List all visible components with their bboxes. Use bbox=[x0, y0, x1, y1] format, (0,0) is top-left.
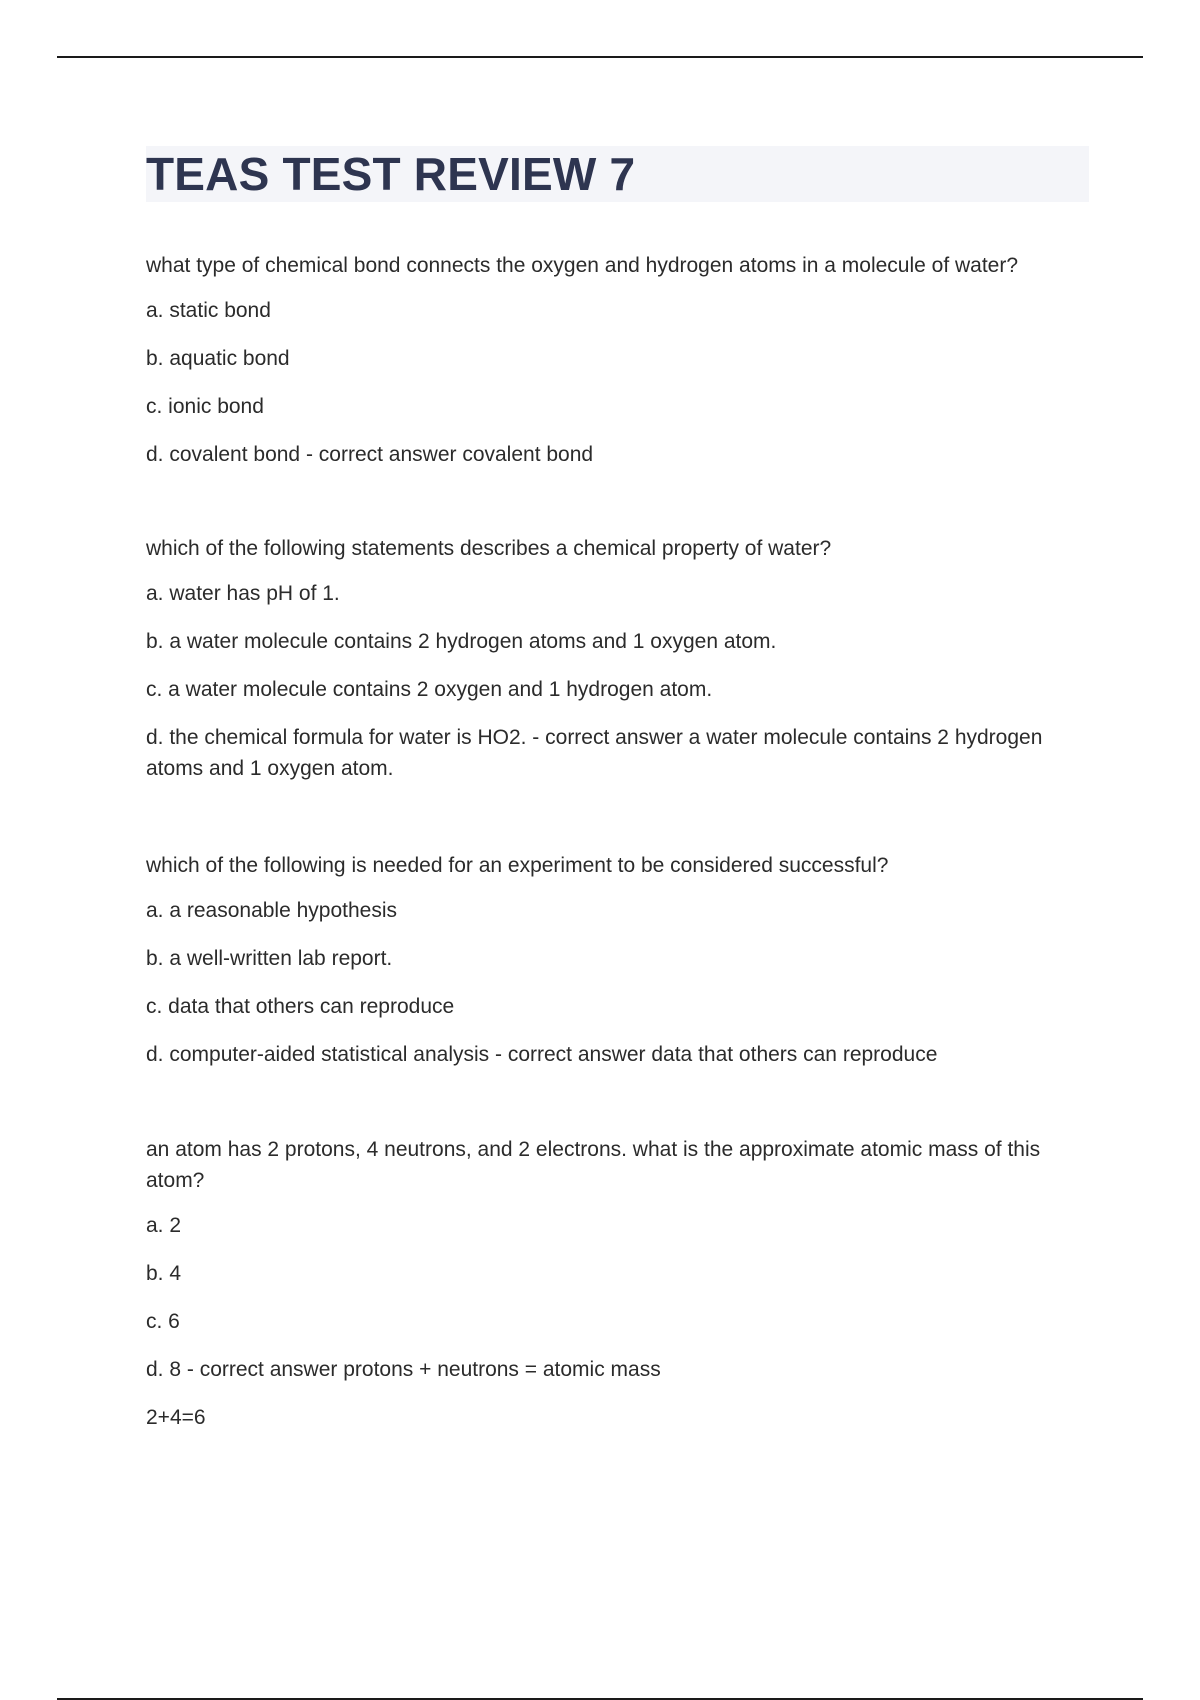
question-stem: which of the following statements describes a chemical property of water? bbox=[146, 537, 832, 560]
answer-option-b: b. a well-written lab report. bbox=[146, 947, 393, 970]
answer-option-b: b. a water molecule contains 2 hydrogen atoms and 1 oxygen atom. bbox=[146, 630, 777, 653]
question-stem: which of the following is needed for an experiment to be considered successful? bbox=[146, 854, 889, 877]
question-stem: what type of chemical bond connects the oxygen and hydrogen atoms in a molecule of water? bbox=[146, 254, 1019, 277]
answer-option-c: c. 6 bbox=[146, 1310, 180, 1333]
answer-option-d: d. covalent bond - correct answer covalent bond bbox=[146, 443, 594, 466]
answer-option-a: a. water has pH of 1. bbox=[146, 582, 340, 605]
question-stem: an atom has 2 protons, 4 neutrons, and 2 electrons. what is the approximate atomic mass of this atom? bbox=[146, 1138, 1041, 1192]
question-4 bbox=[146, 1134, 1090, 1433]
answer-option-a: a. static bond bbox=[146, 299, 271, 322]
question-2 bbox=[146, 533, 1090, 784]
answer-option-d: d. 8 - correct answer protons + neutrons = atomic mass bbox=[146, 1358, 661, 1381]
answer-option-a: a. a reasonable hypothesis bbox=[146, 899, 398, 922]
answer-option-b: b. 4 bbox=[146, 1262, 182, 1285]
question-3 bbox=[146, 850, 1090, 1070]
answer-option-d: d. computer-aided statistical analysis - correct answer data that others can reproduce bbox=[146, 1043, 938, 1066]
answer-option-c: c. ionic bond bbox=[146, 395, 264, 418]
answer-option-d: d. the chemical formula for water is HO2. - correct answer a water molecule contains 2 hydrogen atoms and 1 oxygen atom. bbox=[146, 726, 1043, 780]
answer-option-b: b. aquatic bond bbox=[146, 347, 290, 370]
answer-option-c: c. data that others can reproduce bbox=[146, 995, 455, 1018]
answer-explanation: 2+4=6 bbox=[146, 1406, 206, 1429]
page-title: TEAS TEST REVIEW 7 bbox=[146, 148, 636, 200]
question-1 bbox=[146, 250, 1090, 470]
question-list bbox=[146, 250, 1090, 1450]
answer-option-a: a. 2 bbox=[146, 1214, 182, 1237]
answer-option-c: c. a water molecule contains 2 oxygen and 1 hydrogen atom. bbox=[146, 678, 713, 701]
header-rule bbox=[57, 56, 1143, 58]
